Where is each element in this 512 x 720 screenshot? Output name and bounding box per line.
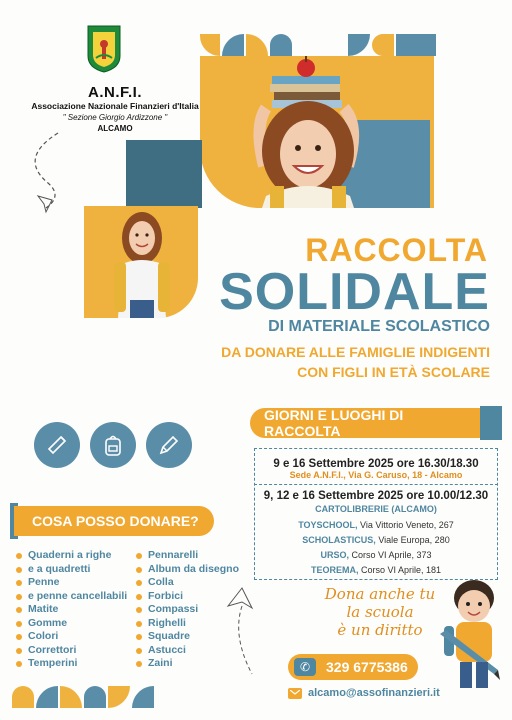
decor-shape — [348, 34, 370, 56]
list-item: Album da disegno — [136, 563, 256, 577]
list-item: Penne — [16, 576, 146, 590]
crayon-icon — [34, 422, 80, 468]
pencil-icon — [146, 422, 192, 468]
list-item: Colla — [136, 576, 256, 590]
decor-shape — [36, 686, 58, 708]
decor-shape — [60, 686, 82, 708]
title-raccolta: RACCOLTA — [305, 232, 488, 268]
slot1-date: 9 e 16 Settembre 2025 ore 16.30/18.30 — [273, 458, 479, 470]
anfi-logo — [86, 22, 122, 74]
decor-shape — [246, 34, 268, 56]
store-item: SCHOLASTICUS, Viale Europa, 280 — [302, 535, 450, 545]
title-materiale: DI MATERIALE SCOLASTICO — [268, 318, 490, 335]
schedule-header-accent — [480, 406, 502, 440]
subtitle-line1: DA DONARE ALLE FAMIGLIE INDIGENTI — [221, 344, 490, 360]
org-full-name: Associazione Nazionale Finanzieri d'Italia — [31, 101, 199, 111]
list-item: e a quadretti — [16, 563, 146, 577]
list-item: Zaini — [136, 657, 256, 671]
schedule-divider — [254, 484, 498, 485]
schedule-header: GIORNI E LUOGHI DI RACCOLTA — [250, 408, 480, 438]
paper-plane-icon — [222, 586, 262, 676]
list-item: e penne cancellabili — [16, 590, 146, 604]
list-item: Compassi — [136, 603, 256, 617]
decor-shape — [222, 34, 244, 56]
email-icon — [288, 688, 302, 699]
decor-shape — [108, 686, 130, 708]
decor-block — [126, 140, 202, 208]
decor-shape — [132, 686, 154, 708]
org-acronym: A.N.F.I. — [87, 84, 142, 101]
list-item: Gomme — [16, 617, 146, 631]
title-solidale: SOLIDALE — [219, 263, 490, 321]
list-item: Pennarelli — [136, 549, 256, 563]
dashed-arrow-decoration — [18, 128, 78, 218]
org-city: ALCAMO — [97, 124, 133, 133]
slot1-place: Sede A.N.F.I., Via G. Caruso, 18 - Alcamo — [289, 470, 463, 480]
store-item: URSO, Corso VI Aprile, 373 — [320, 550, 432, 560]
slogan-line3: è un diritto — [337, 621, 423, 639]
donations-header: COSA POSSO DONARE? — [14, 506, 214, 536]
email-address[interactable]: alcamo@assofinanzieri.it — [308, 687, 440, 699]
org-section: " Sezione Giorgio Ardizzone " — [62, 113, 168, 122]
email-row — [288, 684, 488, 702]
list-item: Matite — [16, 603, 146, 617]
boy-with-pencil-illustration — [438, 574, 504, 694]
backpack-icon — [90, 422, 136, 468]
decor-shape — [84, 686, 106, 708]
slogan-line2: la scuola — [346, 603, 414, 621]
store-item: TEOREMA, Corso VI Aprile, 181 — [310, 565, 442, 575]
donations-list-left — [16, 549, 146, 671]
list-item: Squadre — [136, 630, 256, 644]
subtitle-line2: CON FIGLI IN ETÀ SCOLARE — [297, 364, 490, 380]
slogan-line1: Dona anche tu — [324, 585, 436, 603]
decor-shape — [270, 34, 292, 56]
decor-shape — [396, 34, 436, 56]
list-item: Astucci — [136, 644, 256, 658]
phone-number[interactable]: 329 6775386 — [326, 659, 408, 675]
list-item: Forbici — [136, 590, 256, 604]
store-item: TOYSCHOOL, Via Vittorio Veneto, 267 — [298, 520, 454, 530]
phone-icon: ✆ — [294, 658, 316, 676]
girl-with-backpack-photo — [100, 208, 192, 318]
slot2-heading: CARTOLIBRERIE (ALCAMO) — [315, 504, 437, 514]
decor-shape — [12, 686, 34, 708]
slot2-date: 9, 12 e 16 Settembre 2025 ore 10.00/12.30 — [263, 490, 489, 502]
list-item: Quaderni a righe — [16, 549, 146, 563]
list-item: Temperini — [16, 657, 146, 671]
list-item: Correttori — [16, 644, 146, 658]
decor-shape — [372, 34, 394, 56]
list-item: Colori — [16, 630, 146, 644]
phone-bar — [288, 654, 418, 680]
girl-with-books-photo — [236, 56, 386, 208]
decor-shape — [200, 34, 220, 56]
list-item: Righelli — [136, 617, 256, 631]
